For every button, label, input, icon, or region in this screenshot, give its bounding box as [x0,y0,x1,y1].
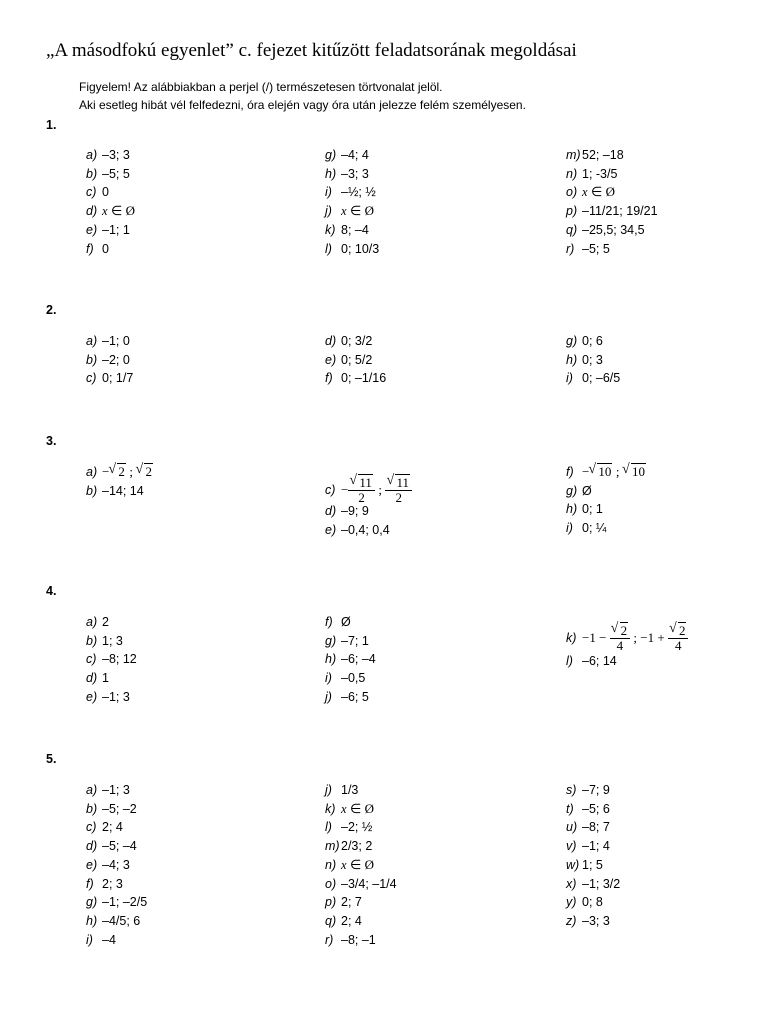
answer-value: 2; 7 [341,895,362,910]
answer-letter: d) [325,334,337,348]
answer-letter: x) [566,876,577,891]
answer-value: 0; 1 [582,502,603,517]
answer-letter: o) [325,876,337,891]
answer-letter: a) [86,148,98,162]
answer-value: –6; 14 [582,654,617,668]
answer-value: 0 [102,185,109,200]
answer-item [566,165,617,183]
answer-letter: m) [566,148,581,162]
answer-item [86,688,130,706]
answer-value: –5; –4 [102,839,137,854]
answer-item [86,837,137,855]
answer-item [86,165,130,183]
answer-item [566,837,610,855]
answer-item [86,856,130,874]
answer-item [86,781,130,799]
answer-value: –1; 1 [102,222,130,237]
answer-value: 1; 3 [102,633,123,648]
answer-value: –6; 5 [341,689,369,704]
section-number-5: 5. [46,752,57,766]
answer-value: –4 [102,932,116,947]
answer-value: –0,5 [341,671,366,686]
answer-item [566,519,606,537]
answer-item [86,613,109,631]
answer-item [325,502,369,520]
answer-item [86,221,130,239]
answer-value: −√ 10 ; √ 10 [582,463,646,481]
answer-letter: t) [566,801,574,816]
answer-value: 0; 8 [582,895,603,910]
answer-value: x ∈ Ø [102,203,136,219]
answer-value: x ∈ Ø [341,203,375,219]
answer-item [86,912,140,930]
answer-value: –1; 3 [102,783,130,797]
answer-letter: g) [566,483,578,498]
answer-value: 1 [102,671,109,686]
answer-letter: b) [86,483,98,498]
answer-item [566,800,610,818]
answer-letter: f) [566,465,574,479]
answer-letter: g) [566,334,578,348]
answer-item [566,893,603,911]
answer-item [566,463,646,481]
answer-value: –5; 6 [582,801,610,816]
note-line-2: Aki esetleg hibát vél felfedezni, óra elején vagy óra után jelezze felém személyesen. [79,98,526,112]
answer-letter: e) [86,857,98,872]
answer-letter: e) [86,689,98,704]
answer-item [86,669,109,687]
answer-value: –1; –2/5 [102,895,148,910]
answer-letter: f) [86,241,94,256]
answer-letter: a) [86,334,98,348]
answer-letter: y) [566,895,577,910]
answer-letter: c) [86,820,97,835]
answer-letter: k) [325,801,336,816]
answer-item [86,893,147,911]
answer-letter: l) [566,654,573,668]
answer-letter: j) [325,204,332,219]
answer-value: –1; 3 [102,689,130,704]
answer-value: –2; ½ [341,820,373,835]
answer-item [325,240,379,258]
answer-letter: j) [325,689,332,704]
answer-item [86,332,130,350]
answer-item [325,369,386,387]
answer-item [325,221,369,239]
answer-item [566,818,610,836]
answer-item [566,482,592,500]
answer-letter: b) [86,166,98,181]
section-number-1: 1. [46,118,57,132]
answer-letter: i) [325,671,332,686]
answer-letter: d) [325,504,337,518]
answer-value: 52; –18 [582,148,624,162]
answer-item [325,912,362,930]
answer-value: 1/3 [341,783,359,797]
answer-value: 0; 10/3 [341,241,380,256]
answer-value: –9; 9 [341,504,369,518]
answer-value: –5; 5 [582,241,610,256]
answer-value: 2; 4 [102,820,123,835]
answer-value: –1; 3/2 [582,876,621,891]
note-line-1: Figyelem! Az alábbiakban a perjel (/) természetesen törtvonalat jelöl. [79,80,443,94]
answer-item [566,146,624,164]
answer-letter: b) [86,633,98,648]
answer-letter: s) [566,783,577,797]
answer-value: –3; 3 [582,913,610,928]
answer-value: –8; 7 [582,820,610,835]
answer-item [86,183,109,201]
answer-value: –5; 5 [102,166,130,181]
section-number-2: 2. [46,303,57,317]
answer-letter: p) [566,204,578,219]
answer-value: 0; –1/16 [341,371,387,386]
answer-letter: l) [325,820,332,835]
answer-item [86,875,123,893]
answer-item [325,146,369,164]
answer-item [86,240,109,258]
answer-item [566,623,688,653]
answer-item [86,369,133,387]
answer-value: –0,4; 0,4 [341,522,390,537]
answer-letter: d) [86,204,98,219]
answer-value: –4/5; 6 [102,913,141,928]
answer-item [86,351,130,369]
answer-value: 2/3; 2 [341,839,373,854]
answer-value: 0; 5/2 [341,352,373,367]
answer-letter: q) [566,222,578,237]
answer-letter: i) [86,932,93,947]
answer-item [86,800,137,818]
answer-item [566,652,617,670]
answer-item [566,183,615,201]
answer-value: 2 [102,615,109,629]
answer-item [325,613,351,631]
answer-item [86,650,137,668]
answer-letter: b) [86,352,98,367]
answer-value: –14; 14 [102,483,144,498]
answer-item [566,875,620,893]
answer-letter: o) [566,185,578,200]
answer-value: 0; –6/5 [582,371,621,386]
answer-item [325,475,412,505]
answer-item [325,800,374,818]
answer-letter: z) [566,913,577,928]
answer-letter: d) [86,671,98,686]
answer-letter: i) [325,185,332,200]
answer-letter: g) [325,633,337,648]
answer-value: 0; 1/7 [102,371,134,386]
answer-letter: p) [325,895,337,910]
answer-letter: h) [325,652,337,667]
answer-letter: h) [566,502,578,517]
answer-letter: a) [86,783,98,797]
answer-letter: n) [566,166,578,181]
answer-value: –4; 4 [341,148,369,162]
answer-item [86,818,123,836]
answer-letter: c) [86,185,97,200]
answer-item [86,482,144,500]
answer-value: Ø [341,615,351,629]
answer-item [325,165,369,183]
answer-letter: a) [86,465,98,479]
answer-letter: r) [325,932,334,947]
answer-value: 0; 3/2 [341,334,373,348]
answer-item [86,931,116,949]
answer-value: –4; 3 [102,857,130,872]
answer-item [325,521,390,539]
answer-letter: e) [325,352,337,367]
answer-value: 0; 6 [582,334,603,348]
answer-letter: n) [325,857,337,872]
answer-value: − √ $\frac{11}{2}$ ; √ $\frac{11}{2}$ [341,476,412,505]
answer-item [566,351,603,369]
answer-item [86,463,153,481]
answer-item [325,856,374,874]
answer-value: 1; 5 [582,857,603,872]
answer-letter: k) [566,630,577,645]
answer-item [566,856,603,874]
answer-letter: f) [325,615,333,629]
answer-letter: g) [86,895,98,910]
answer-value: –1; 4 [582,839,610,854]
answer-item [325,875,397,893]
answer-item [86,146,130,164]
answer-value: –7; 9 [582,783,610,797]
answer-value: –7; 1 [341,633,369,648]
answer-item [325,688,369,706]
answer-value: –½; ½ [341,185,376,200]
answer-item [325,183,376,201]
answer-letter: q) [325,913,337,928]
answer-item [325,332,372,350]
answer-letter: h) [325,166,337,181]
page-title: „A másodfokú egyenlet” c. fejezet kitűzött feladatsorának megoldásai [46,40,577,61]
answer-value: 8; –4 [341,222,369,237]
answer-value: 0 [102,241,109,256]
answer-item [566,240,610,258]
answer-item [325,931,376,949]
answer-value: x ∈ Ø [341,856,375,872]
answer-item [325,669,365,687]
answer-item [566,369,620,387]
answer-letter: c) [86,652,97,667]
answer-value: x ∈ Ø [582,184,616,200]
answer-value: −√ 2 ; √ 2 [102,463,153,481]
answer-item [566,500,603,518]
answer-value: 0; 3 [582,352,603,367]
answer-value: –3; 3 [341,166,369,181]
answer-letter: a) [86,615,98,629]
answer-value: –3; 3 [102,148,130,162]
answer-item [325,650,376,668]
answer-letter: h) [86,913,98,928]
answer-letter: f) [325,371,333,386]
answer-value: –8; 12 [102,652,137,667]
answer-value: –11/21; 19/21 [582,204,658,219]
section-number-4: 4. [46,584,57,598]
answer-item [566,221,645,239]
answer-value: Ø [582,483,592,498]
answer-letter: h) [566,352,578,367]
answer-item [325,818,372,836]
answer-letter: g) [325,148,337,162]
answer-value: –3/4; –1/4 [341,876,397,891]
answer-value: –8; –1 [341,932,376,947]
answer-letter: w) [566,857,580,872]
answer-letter: l) [325,241,332,256]
answer-letter: c) [86,371,97,386]
section-number-3: 3. [46,434,57,448]
answer-letter: r) [566,241,575,256]
answer-item [325,202,374,220]
answer-item [325,837,372,855]
answer-letter: j) [325,783,332,797]
answer-letter: u) [566,820,578,835]
answer-value: –5; –2 [102,801,137,816]
answer-item [325,893,362,911]
answer-letter: b) [86,801,98,816]
answer-value: –2; 0 [102,352,130,367]
answer-item [325,781,358,799]
answer-value: –6; –4 [341,652,376,667]
answer-item [325,632,369,650]
answer-value: 2; 3 [102,876,123,891]
answer-letter: i) [566,371,573,386]
answer-item [86,202,135,220]
answer-value: 1; -3/5 [582,166,618,181]
answer-value: 2; 4 [341,913,362,928]
answer-value: −1 − √ $\frac{2}{4}$ ; −1 + √ $\frac{2}{4}$ [582,624,688,653]
answer-letter: f) [86,876,94,891]
answer-value: –1; 0 [102,334,130,348]
answer-letter: e) [325,522,337,537]
answer-item [325,351,372,369]
answer-value: 0; ¼ [582,521,607,536]
answer-item [566,332,603,350]
answer-letter: m) [325,839,340,854]
answer-item [566,781,610,799]
answer-item [566,912,610,930]
answer-letter: i) [566,521,573,536]
answer-item [86,632,123,650]
answer-letter: e) [86,222,98,237]
answer-letter: c) [325,482,336,497]
answer-value: x ∈ Ø [341,800,375,816]
answer-value: –25,5; 34,5 [582,222,645,237]
answer-letter: v) [566,839,577,854]
answer-item [566,202,658,220]
answer-letter: d) [86,839,98,854]
answer-letter: k) [325,222,336,237]
